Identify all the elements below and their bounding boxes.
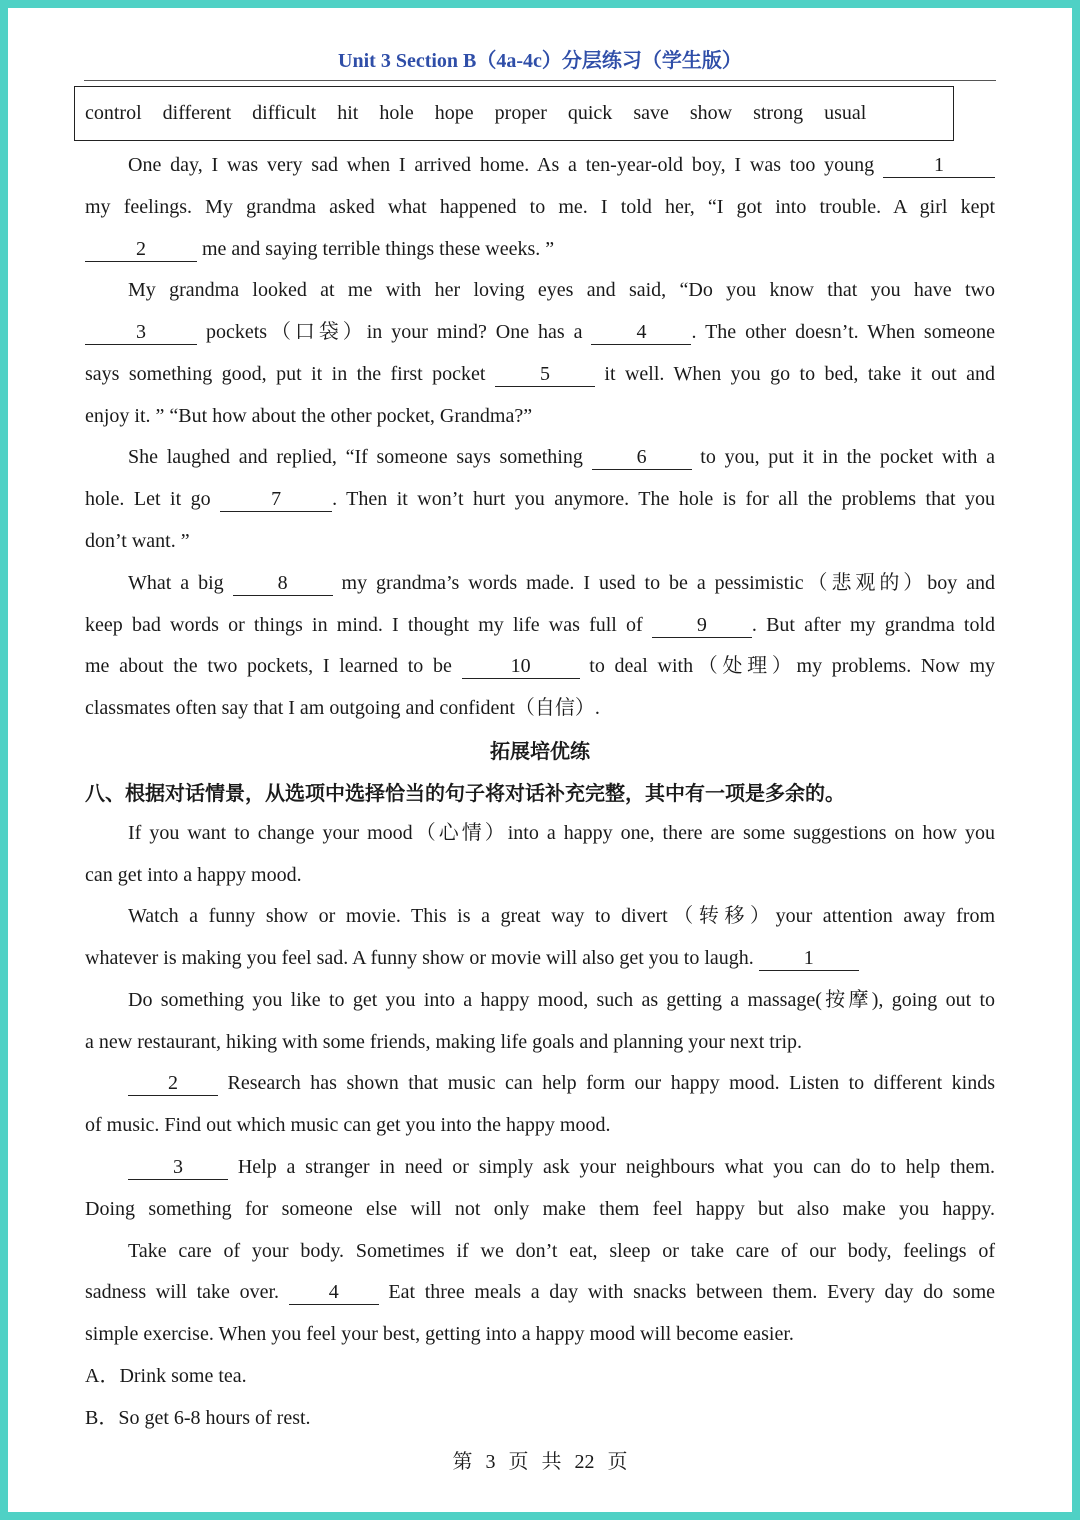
word-bank-item: show: [689, 102, 733, 124]
passage2-line: 3 Help a stranger in need or simply ask your neighbours what you can do to help them.: [85, 1153, 995, 1181]
answer-blank-2[interactable]: 2: [128, 1072, 218, 1096]
word-bank-item: difficult: [252, 102, 317, 124]
passage2-line: of music. Find out which music can get you into the happy mood.: [85, 1114, 611, 1136]
passage1-line: classmates often say that I am outgoing and confident（自信）.: [85, 697, 600, 719]
answer-blank-5[interactable]: 5: [495, 363, 595, 387]
word-bank-item: hope: [434, 102, 474, 124]
answer-blank-2[interactable]: 2: [85, 238, 197, 262]
word-bank-item: quick: [567, 102, 613, 124]
passage1-line: don’t want. ”: [85, 530, 190, 552]
passage1-line: What a big 8 my grandma’s words made. I used to be a pessimistic（悲观的）boy and: [128, 572, 996, 594]
passage2-line: Watch a funny show or movie. This is a great way to divert（转移）your attention away from: [128, 905, 995, 927]
passage2-line: Doing something for someone else will not only make them feel happy but also make you happy.: [85, 1198, 995, 1220]
passage1-line: One day, I was very sad when I arrived home. As a ten-year-old boy, I was too young 1: [85, 151, 995, 179]
word-bank-item: control: [85, 102, 142, 124]
passage2-line: If you want to change your mood（心情）into a happy one, there are some suggestions on how you: [128, 822, 995, 844]
answer-blank-1[interactable]: 1: [883, 154, 995, 178]
word-bank-item: different: [162, 102, 232, 124]
passage1-line: enjoy it. ” “But how about the other pocket, Grandma?”: [85, 405, 533, 427]
answer-blank-3[interactable]: 3: [128, 1156, 228, 1180]
answer-blank-7[interactable]: 7: [220, 488, 332, 512]
document-page: [8, 8, 1072, 1512]
passage1-line: 2 me and saying terrible things these weeks. ”: [85, 235, 995, 263]
extension-title: 拓展培优练: [490, 741, 590, 763]
answer-blank-10[interactable]: 10: [462, 655, 580, 679]
option-b: B．So get 6-8 hours of rest.: [85, 1407, 311, 1429]
section-8-title: 八、根据对话情景，从选项中选择恰当的句子将对话补充完整，其中有一项是多余的。: [85, 783, 845, 805]
page-footer: 第 3 页 共 22 页: [452, 1451, 628, 1473]
word-bank-item: usual: [824, 102, 867, 124]
passage1-line: me about the two pockets, I learned to be 10 to deal with（处理）my problems. Now my: [85, 655, 996, 677]
word-bank-item: hole: [379, 102, 414, 124]
passage1-line: keep bad words or things in mind. I thought my life was full of 9 . But after my grandma told: [85, 614, 995, 636]
answer-blank-1[interactable]: 1: [759, 947, 859, 971]
answer-blank-3[interactable]: 3: [85, 321, 197, 345]
passage1-line: My grandma looked at me with her loving eyes and said, “Do you know that you have two: [128, 279, 995, 301]
word-bank-item: proper: [494, 102, 547, 124]
word-bank-item: strong: [753, 102, 804, 124]
passage2-line: Take care of your body. Sometimes if we don’t eat, sleep or take care of our body, feelings of: [128, 1240, 995, 1262]
passage2-line: Do something you like to get you into a happy mood, such as getting a massage(按摩), going out to: [128, 989, 995, 1011]
word-bank-item: save: [633, 102, 669, 124]
passage1-line: says something good, put it in the first pocket 5 it well. When you go to bed, take it out and: [85, 363, 996, 385]
answer-blank-9[interactable]: 9: [652, 614, 752, 638]
answer-blank-6[interactable]: 6: [592, 446, 692, 470]
answer-blank-8[interactable]: 8: [233, 572, 333, 596]
passage2-line: a new restaurant, hiking with some friends, making life goals and planning your next trip.: [85, 1031, 803, 1053]
page-header: Unit 3 Section B（4a-4c）分层练习（学生版）: [338, 50, 742, 72]
passage1-line: 3 pockets（口袋）in your mind? One has a 4 . The other doesn’t. When someone: [85, 318, 995, 346]
passage2-line: sadness will take over. 4 Eat three meals a day with snacks between them. Every day do some: [85, 1281, 996, 1303]
passage1-line: She laughed and replied, “If someone says something 6 to you, put it in the pocket with a: [128, 446, 996, 468]
passage2-line: simple exercise. When you feel your best, getting into a happy mood will become easier.: [85, 1323, 794, 1345]
passage1-line: hole. Let it go 7 . Then it won’t hurt you anymore. The hole is for all the problems that you: [85, 488, 996, 510]
answer-blank-4[interactable]: 4: [591, 321, 691, 345]
passage2-line: can get into a happy mood.: [85, 864, 302, 886]
option-a: A．Drink some tea.: [85, 1365, 247, 1387]
word-bank: [74, 86, 954, 141]
passage2-line: 2 Research has shown that music can help form our happy mood. Listen to different kinds: [85, 1069, 995, 1097]
passage2-line: whatever is making you feel sad. A funny show or movie will also get you to laugh. 1: [85, 944, 995, 972]
passage1-line: my feelings. My grandma asked what happened to me. I told her, “I got into trouble. A girl kept: [85, 196, 995, 218]
word-bank-item: hit: [337, 102, 359, 124]
answer-blank-4[interactable]: 4: [289, 1281, 379, 1305]
header-rule: [84, 80, 996, 81]
